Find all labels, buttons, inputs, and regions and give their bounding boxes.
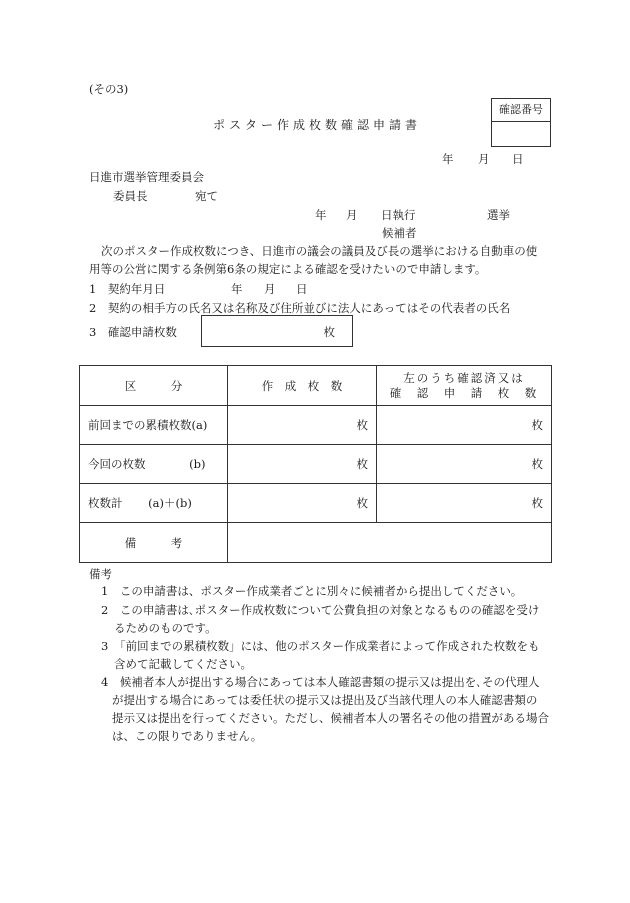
election-month: 月 — [346, 208, 358, 222]
unit-label: 枚 — [531, 457, 543, 471]
addressee-organization: 日進市選挙管理委員会 — [89, 170, 204, 184]
table-row — [80, 445, 552, 484]
cell-created-current[interactable] — [228, 445, 377, 484]
form-number: (その3) — [89, 82, 129, 96]
note-1: 1 この申請書は、ポスター作成業者ごとに別々に候補者から提出してください。 — [101, 584, 523, 598]
cell-remarks[interactable] — [228, 523, 552, 563]
table-header-row — [80, 366, 552, 406]
row-label-total-text: 枚数計 — [88, 496, 123, 510]
addressee-role: 委員長 — [113, 189, 148, 203]
contract-year: 年 — [231, 282, 243, 296]
date-day: 日 — [512, 152, 524, 166]
header-created-count: 作 成 枚 数 — [228, 366, 377, 406]
row-label-current-text: 今回の枚数 — [88, 457, 146, 471]
note-4-line-4: は、この限りでありません。 — [112, 729, 263, 743]
note-3-line-2: 含めて記載してください。 — [114, 657, 252, 671]
election-label: 選挙 — [487, 208, 510, 222]
cell-created-total[interactable] — [228, 484, 377, 523]
unit-label: 枚 — [356, 496, 368, 510]
contract-day: 日 — [296, 282, 308, 296]
intro-line-2: 用等の公営に関する条例第6条の規定による確認を受けたいので申請します。 — [89, 262, 487, 276]
table-row — [80, 523, 552, 563]
note-2-line-1: 2 この申請書は､ポスター作成枚数について公費負担の対象となるものの確認を受け — [101, 603, 540, 617]
cell-confirmed-cumulative[interactable] — [377, 406, 552, 445]
election-year: 年 — [315, 208, 327, 222]
cell-confirmed-current[interactable] — [377, 445, 552, 484]
election-day: 日執行 — [381, 208, 416, 222]
note-2-line-2: るためのものです。 — [114, 621, 217, 635]
item-requested-count: 3 確認申請枚数 — [89, 325, 177, 339]
item-contract-party: 2 契約の相手方の氏名又は名称及び住所並びに法人にあってはその代表者の氏名 — [89, 301, 511, 315]
unit-label: 枚 — [356, 418, 368, 432]
header-confirmed-count — [377, 366, 552, 406]
row-label-current-tag: (b) — [189, 457, 206, 471]
table-row — [80, 484, 552, 523]
intro-line-1: 次のポスター作成枚数につき、日進市の議会の議員及び長の選挙における自動車の使 — [101, 244, 538, 258]
note-4-line-1: 4 候補者本人が提出する場合にあっては本人確認書類の提示又は提出を､その代理人 — [101, 675, 540, 689]
cell-confirmed-total[interactable] — [377, 484, 552, 523]
confirmation-number-label: 確認番号 — [492, 99, 550, 122]
unit-label: 枚 — [531, 496, 543, 510]
contract-month: 月 — [264, 282, 276, 296]
unit-label: 枚 — [356, 457, 368, 471]
requested-count-unit: 枚 — [323, 325, 335, 339]
notes-title: 備考 — [89, 567, 112, 581]
row-label-cumulative: 前回までの累積枚数(a) — [80, 406, 228, 445]
note-4-line-2: が提出する場合にあっては委任状の提示又は提出及び当該代理人の本人確認書類の — [112, 693, 538, 707]
date-month: 月 — [478, 152, 490, 166]
candidate-label: 候補者 — [382, 226, 417, 240]
addressee-suffix: 宛て — [195, 189, 218, 203]
item-contract-date: 1 契約年月日 — [89, 282, 166, 296]
row-label-current — [80, 445, 228, 484]
row-label-remarks: 備 考 — [80, 523, 228, 563]
confirmation-number-box[interactable] — [491, 98, 551, 147]
cell-created-cumulative[interactable] — [228, 406, 377, 445]
unit-label: 枚 — [531, 418, 543, 432]
page-title: ポスター作成枚数確認申請書 — [213, 118, 422, 132]
row-label-total — [80, 484, 228, 523]
header-category: 区 分 — [80, 366, 228, 406]
poster-count-table — [79, 365, 552, 563]
date-year: 年 — [442, 152, 454, 166]
table-row — [80, 406, 552, 445]
header-confirmed-line-2: 確 認 申 請 枚 数 — [389, 385, 539, 400]
row-label-total-tag: (a)＋(b) — [148, 496, 192, 510]
header-confirmed-line-1: 左のうち確認済又は — [403, 370, 525, 385]
note-3-line-1: 3 「前回までの累積枚数」には、他のポスター作成業者によって作成された枚数をも — [101, 639, 540, 653]
note-4-line-3: 提示又は提出を行ってください。ただし、候補者本人の署名その他の措置がある場合 — [112, 711, 549, 725]
requested-count-field[interactable] — [201, 315, 353, 347]
